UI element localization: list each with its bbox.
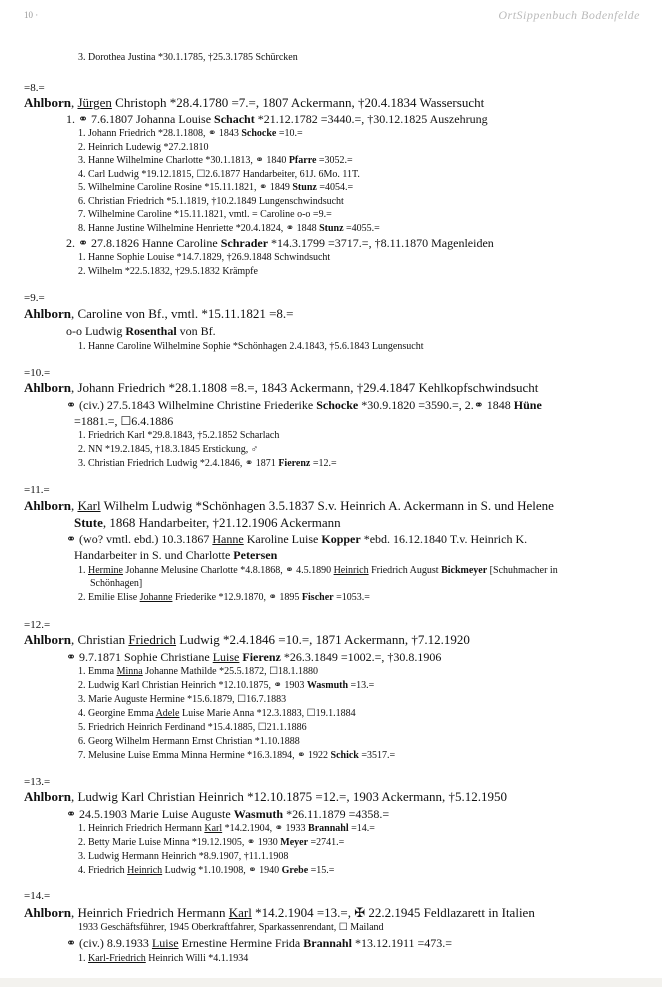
child-entry: 1. Hanne Caroline Wilhelmine Sophie *Schönhagen 2.4.1843, †5.6.1843 Lungensucht xyxy=(78,341,424,352)
section-marker: =8.= xyxy=(24,82,45,94)
marriage-entry: ⚭ (wo? vmtl. ebd.) 10.3.1867 Hanne Karoline Luise Kopper *ebd. 16.12.1840 T.v. Heinrich K. xyxy=(66,532,528,546)
child-entry: 3. Hanne Wilhelmine Charlotte *30.1.1813, ⚭ 1840 Pfarre =3052.= xyxy=(78,155,353,166)
child-entry: 5. Friedrich Heinrich Ferdinand *15.4.1885, ☐21.1.1886 xyxy=(78,722,307,733)
section-marker: =11.= xyxy=(24,484,50,496)
child-entry: 3. Dorothea Justina *30.1.1785, †25.3.1785 Schürcken xyxy=(78,52,298,63)
child-entry: 2. Emilie Elise Johanne Friederike *12.9.1870, ⚭ 1895 Fischer =1053.= xyxy=(78,592,370,603)
child-entry: 1. Karl-Friedrich Heinrich Willi *4.1.1934 xyxy=(78,953,249,964)
child-entry: 1. Friedrich Karl *29.8.1843, †5.2.1852 Scharlach xyxy=(78,430,280,441)
section-marker: =10.= xyxy=(24,367,51,379)
child-entry: 2. Heinrich Ludewig *27.2.1810 xyxy=(78,141,209,153)
page-number: 10 · xyxy=(24,10,39,20)
child-entry: 2. Wilhelm *22.5.1832, †29.5.1832 Krämpfe xyxy=(78,266,258,277)
partner-entry: o-o Ludwig Rosenthal von Bf. xyxy=(66,324,216,338)
child-entry: 7. Wilhelmine Caroline *15.11.1821, vmtl. = Caroline o-o =9.= xyxy=(78,209,332,220)
person-entry: Ahlborn, Heinrich Friedrich Hermann Karl *14.2.1904 =13.=, ✠ 22.2.1945 Feldlazarett in Italien xyxy=(24,905,535,920)
child-entry: 3. Christian Friedrich Ludwig *2.4.1846, ⚭ 1871 Fierenz =12.= xyxy=(78,458,337,469)
section-marker: =9.= xyxy=(24,292,45,304)
child-entry: 3. Marie Auguste Hermine *15.6.1879, ☐16.7.1883 xyxy=(78,694,287,705)
person-entry: Ahlborn, Caroline von Bf., vmtl. *15.11.1821 =8.= xyxy=(24,306,294,321)
child-entry: 2. Ludwig Karl Christian Heinrich *12.10.1875, ⚭ 1903 Wasmuth =13.= xyxy=(78,680,375,691)
marriage-entry: 1. ⚭ 7.6.1807 Johanna Louise Schacht *21.12.1782 =3440.=, †30.12.1825 Auszehrung xyxy=(66,112,488,126)
person-entry-cont: Stute, 1868 Handarbeiter, †21.12.1906 Ackermann xyxy=(74,515,341,530)
child-entry: 1. Hanne Sophie Louise *14.7.1829, †26.9.1848 Schwindsucht xyxy=(78,252,331,263)
child-entry: 4. Friedrich Heinrich Ludwig *1.10.1908, ⚭ 1940 Grebe =15.= xyxy=(78,865,335,876)
child-entry: 1. Emma Minna Johanne Mathilde *25.5.1872, ☐18.1.1880 xyxy=(78,666,319,677)
person-entry-cont: 1933 Geschäftsführer, 1945 Oberkraftfahrer, Sparkassenrendant, ☐ Mailand xyxy=(78,922,384,933)
marriage-entry: 2. ⚭ 27.8.1826 Hanne Caroline Schrader *14.3.1799 =3717.=, †8.11.1870 Magenleiden xyxy=(66,236,494,250)
child-entry: 4. Georgine Emma Adele Luise Marie Anna *12.3.1883, ☐19.1.1884 xyxy=(78,708,356,719)
person-entry: Ahlborn, Johann Friedrich *28.1.1808 =8.=, 1843 Ackermann, †29.4.1847 Kehlkopfschwindsucht xyxy=(24,380,539,395)
section-marker: =14.= xyxy=(24,890,51,902)
child-entry: 7. Melusine Luise Emma Minna Hermine *16.3.1894, ⚭ 1922 Schick =3517.= xyxy=(78,750,396,761)
child-entry: 6. Georg Wilhelm Hermann Ernst Christian *1.10.1888 xyxy=(78,736,300,747)
marriage-entry: ⚭ (civ.) 27.5.1843 Wilhelmine Christine Friederike Schocke *30.9.1820 =3590.=, 2.⚭ 1848 Hüne xyxy=(66,398,542,412)
book-title: OrtSippenbuch Bodenfelde xyxy=(498,8,640,22)
child-entry: 2. NN *19.2.1845, †18.3.1845 Erstickung, ♂ xyxy=(78,444,259,455)
marriage-entry: ⚭ 9.7.1871 Sophie Christiane Luise Fierenz *26.3.1849 =1002.=, †30.8.1906 xyxy=(66,650,442,664)
child-entry: 5. Wilhelmine Caroline Rosine *15.11.1821, ⚭ 1849 Stunz =4054.= xyxy=(78,182,354,193)
child-entry: 4. Carl Ludwig *19.12.1815, ☐2.6.1877 Handarbeiter, 61J. 6Mo. 11T. xyxy=(78,168,360,180)
child-entry: 1. Hermine Johanne Melusine Charlotte *4.8.1868, ⚭ 4.5.1890 Heinrich Friedrich August Bickmeyer [Schuhmacher in xyxy=(78,565,558,576)
child-entry: 3. Ludwig Hermann Heinrich *8.9.1907, †11.1.1908 xyxy=(78,851,289,862)
child-entry-cont: Schönhagen] xyxy=(90,578,143,589)
child-entry: 1. Johann Friedrich *28.1.1808, ⚭ 1843 Schocke =10.= xyxy=(78,128,303,139)
person-entry: Ahlborn, Karl Wilhelm Ludwig *Schönhagen 3.5.1837 S.v. Heinrich A. Ackermann in S. und Helene xyxy=(24,498,554,513)
section-marker: =12.= xyxy=(24,619,51,631)
section-marker: =13.= xyxy=(24,776,51,788)
child-entry: 2. Betty Marie Luise Minna *19.12.1905, ⚭ 1930 Meyer =2741.= xyxy=(78,837,345,848)
person-entry: Ahlborn, Christian Friedrich Ludwig *2.4.1846 =10.=, 1871 Ackermann, †7.12.1920 xyxy=(24,632,470,647)
child-entry: 1. Heinrich Friedrich Hermann Karl *14.2.1904, ⚭ 1933 Brannahl =14.= xyxy=(78,823,375,834)
person-entry: Ahlborn, Jürgen Christoph *28.4.1780 =7.=, 1807 Ackermann, †20.4.1834 Wassersucht xyxy=(24,95,485,110)
child-entry: 6. Christian Friedrich *5.1.1819, †10.2.1849 Lungenschwindsucht xyxy=(78,195,344,207)
child-entry: 8. Hanne Justine Wilhelmine Henriette *20.4.1824, ⚭ 1848 Stunz =4055.= xyxy=(78,222,380,234)
marriage-entry-cont: Handarbeiter in S. und Charlotte Petersen xyxy=(74,548,278,562)
marriage-entry-cont: =1881.=, ☐6.4.1886 xyxy=(74,414,174,428)
marriage-entry: ⚭ 24.5.1903 Marie Luise Auguste Wasmuth *26.11.1879 =4358.= xyxy=(66,807,390,821)
marriage-entry: ⚭ (civ.) 8.9.1933 Luise Ernestine Hermine Frida Brannahl *13.12.1911 =473.= xyxy=(66,936,453,950)
person-entry: Ahlborn, Ludwig Karl Christian Heinrich *12.10.1875 =12.=, 1903 Ackermann, †5.12.1950 xyxy=(24,789,507,804)
